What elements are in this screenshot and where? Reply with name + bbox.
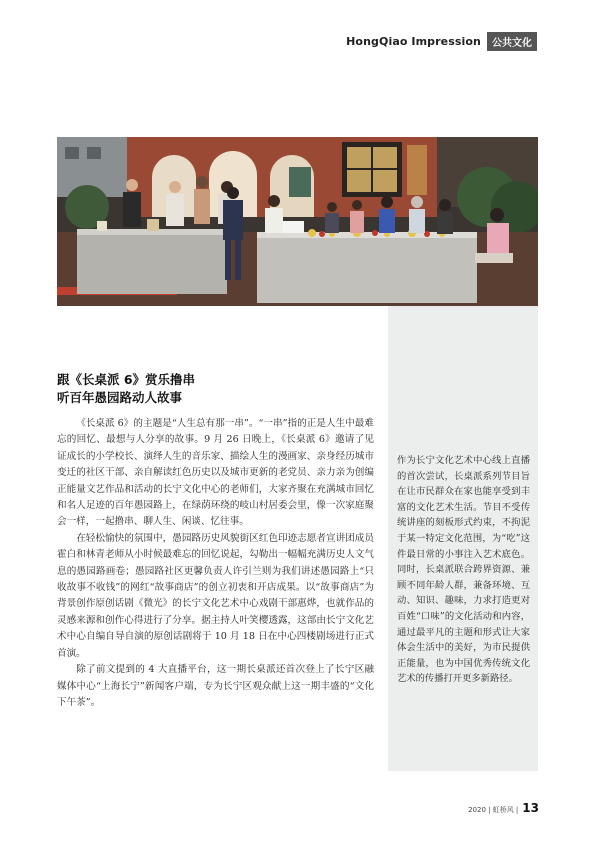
footer-label: 2020 | 虹桥风 | [468,806,519,814]
article-body [57,416,374,711]
article-headline [57,371,377,407]
sidebar-text: 作为长宁文化艺术中心线上直播的首次尝试，长桌派系列节目旨在让市民群众在家也能享受到丰富的文化艺术生活。节目不受传统讲座的刻板形式约束，不拘泥于某一特定文化范围，为“吃”这件最日常的小事注入艺术底色。同时，长桌派联合跨界资源、兼顾不同年龄人群，兼备环境、互动、知识、趣味，力求打造更对百姓“口味”的文化活动和内容，通过最平凡的主题和形式让大家体会生活中的美好，为市民提供正能量，也为中国优秀传统文化艺术的传播打开更多新路径。 [397,455,530,685]
event-photo [57,137,538,306]
section-badge: 公共文化 [487,32,537,51]
headline-line-2: 听百年愚园路动人故事 [57,390,183,405]
headline-line-1: 跟《长桌派 6》赏乐撸串 [57,372,196,387]
event-photo-illustration [57,137,538,306]
page-number: 13 [522,801,539,815]
page-header [346,32,537,51]
magazine-title: HongQiao Impression [346,35,481,48]
body-paragraph-1: 《长桌派 6》的主题是“人生总有那一串”。“一串”指的正是人生中最难忘的回忆、最想与人分享的故事。9 月 26 日晚上，《长桌派 6》邀请了见证成长的小学校长、演绎人生的音乐家、描绘人生的漫画家、亲身经历城市变迁的社区干部、亲自解读红色历史以及城市更新的老党员、亲力亲为创编正能量文艺作品和活动的长宁文化中心的老师们，大家齐聚在充满城市回忆和名人足迹的百年愚园路上，在绿荫环绕的岐山村居委会里，像一次家庭聚会一样，一起撸串、聊人生、闲谈、忆往事。 [57,418,374,528]
body-paragraph-2: 在轻松愉快的氛围中，愚园路历史风貌街区红色印迹志愿者宣讲团成员霍白和林青老师从小时候最难忘的回忆说起，勾勒出一幅幅充满历史人文气息的愚园路画卷；愚园路社区更馨负责人许引兰则为我们讲述愚园路上“只收故事不收钱”的网红“故事商店”的创立初衷和开店成果。以“故事商店”为背景创作原创话剧《微光》的长宁文化艺术中心戏剧干部惠烨，也就作品的灵感来源和创作心得进行了分享。据主持人叶笑樱透露，这部由长宁文化艺术中心自编自导自演的原创话剧将于 10 月 18 日在中心四楼剧场进行正式首演。 [57,532,374,659]
body-paragraph-3: 除了前文提到的 4 大直播平台，这一期长桌派还首次登上了长宁区融媒体中心“上海长宁”新闻客户端，专为长宁区观众献上这一期丰盛的“文化下午茶”。 [57,664,374,708]
page-footer [468,801,539,815]
